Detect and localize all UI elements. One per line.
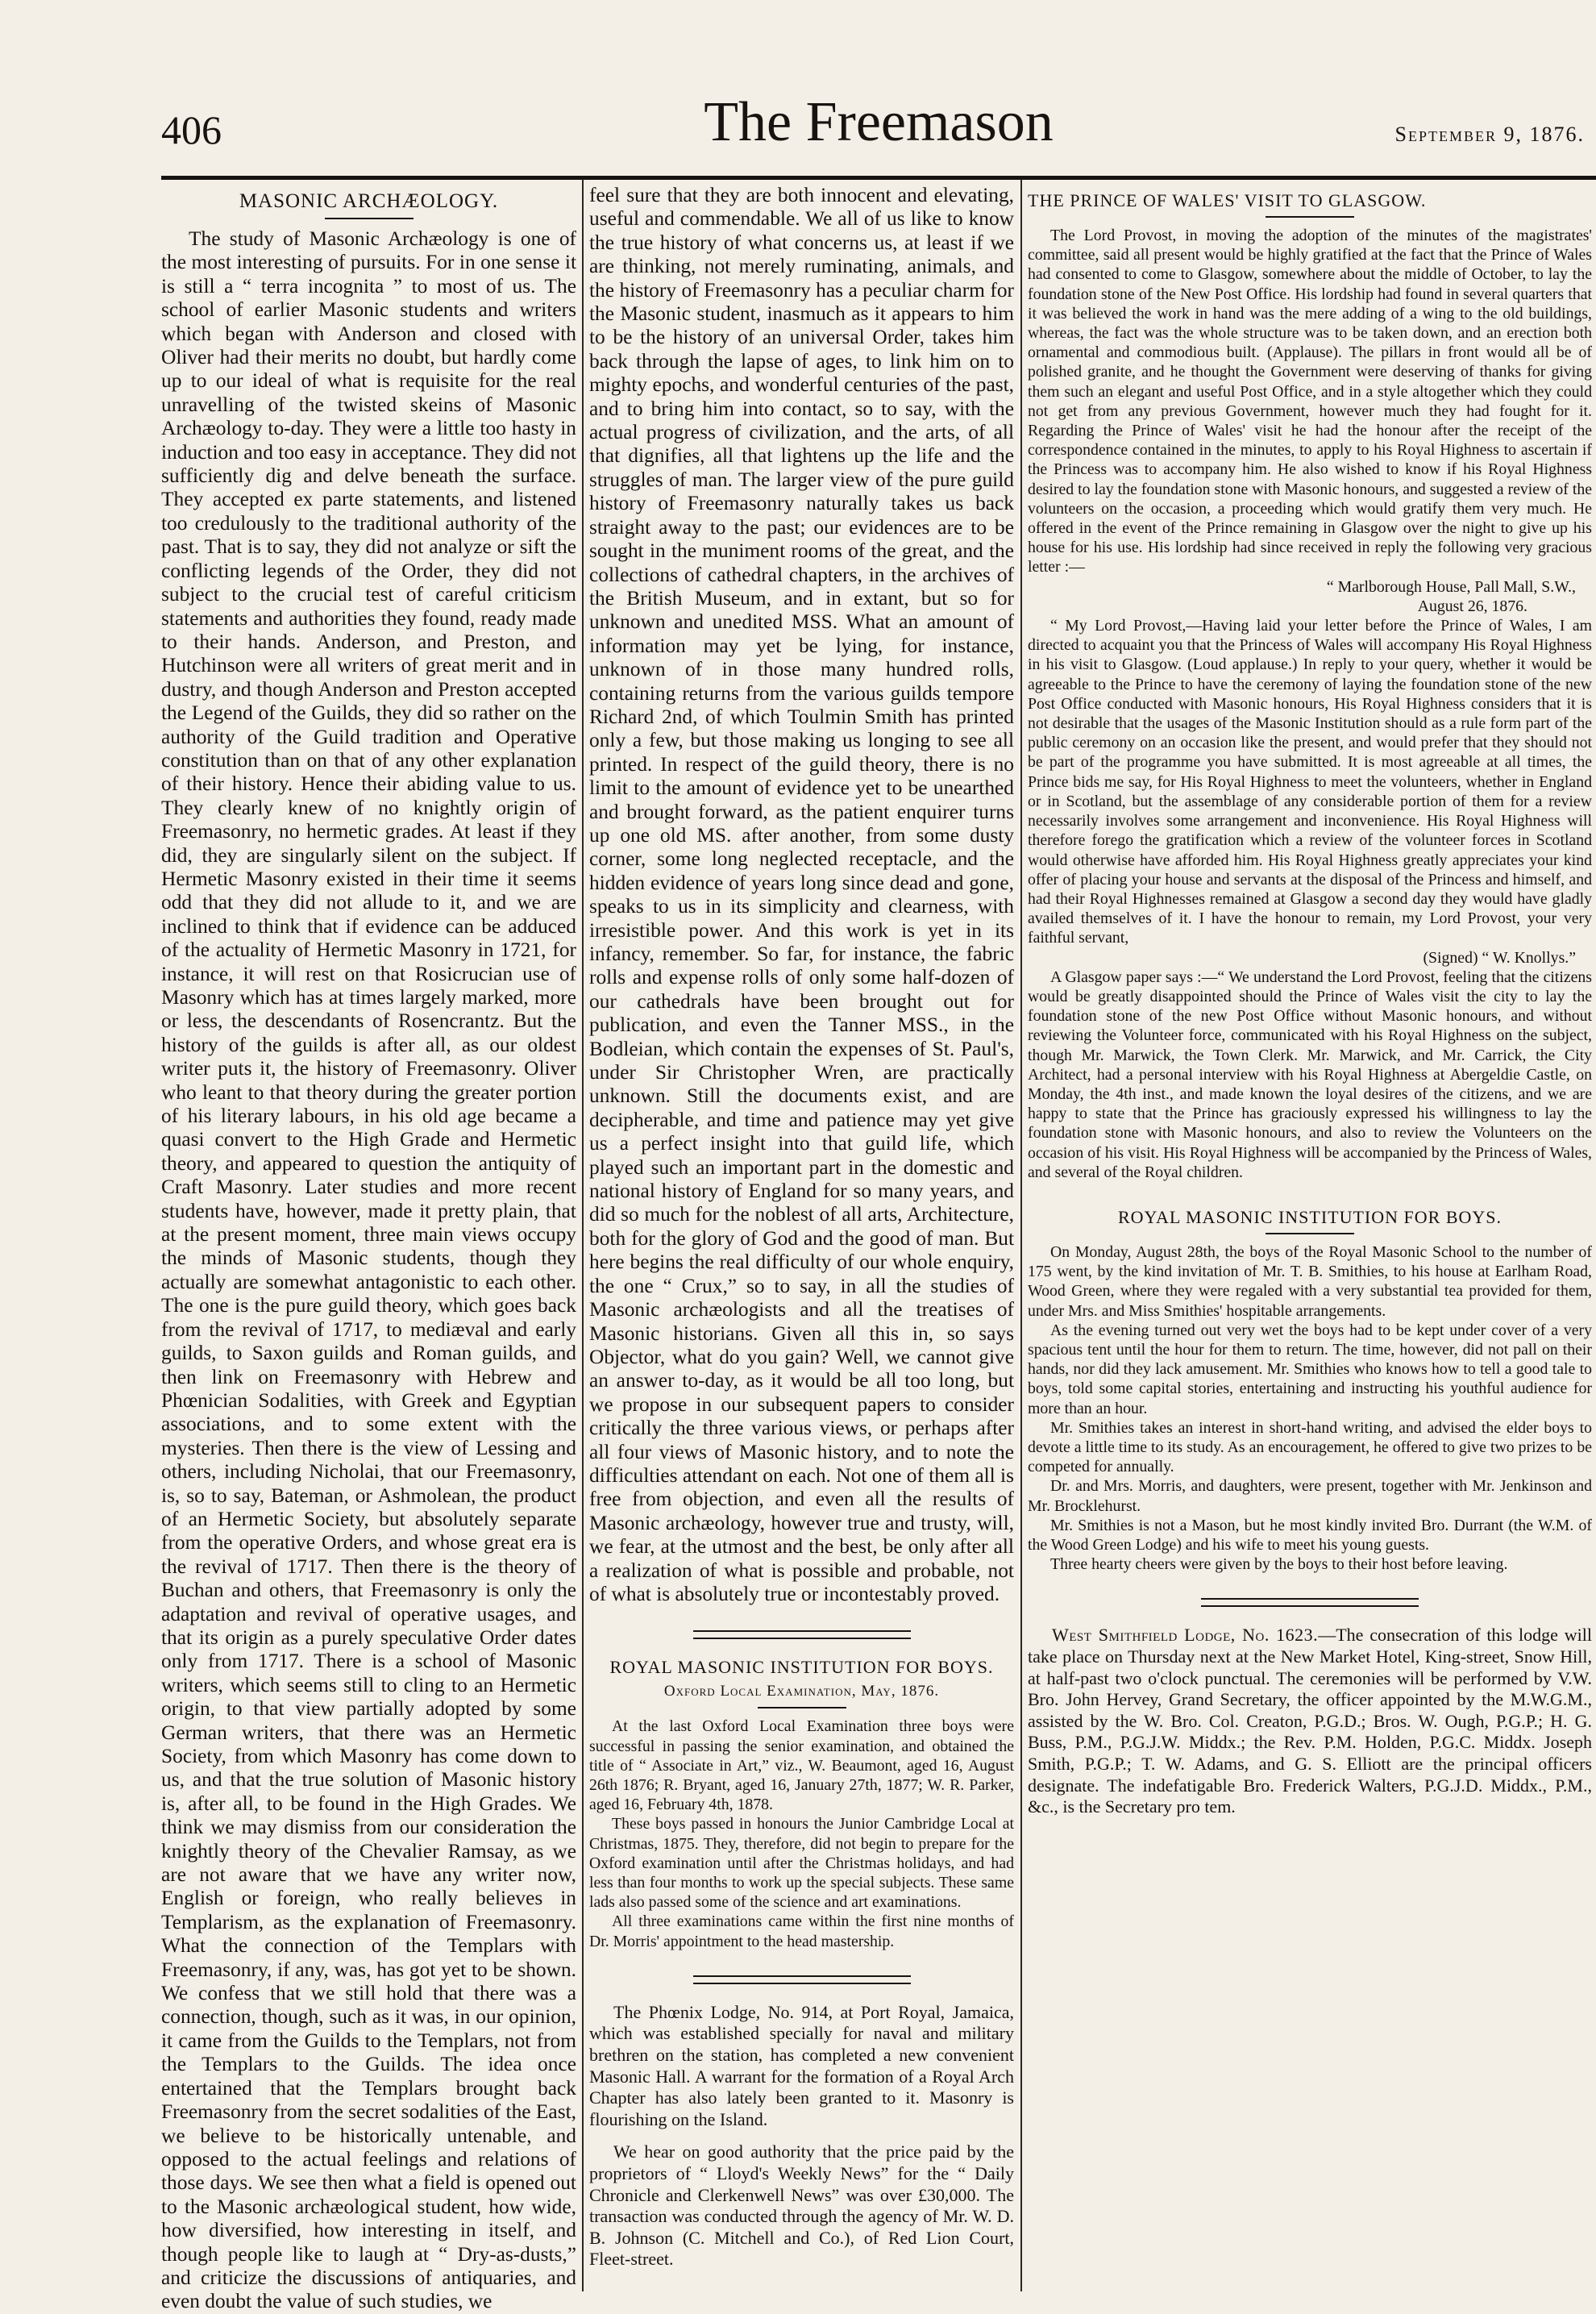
letter-signature: (Signed) “ W. Knollys.” [1423,948,1576,967]
article-paragraph: Mr. Smithies takes an interest in short-hand writing, and advised the elder boys to devote a little time to its study. As an encouragement, he offered to give two prizes to be competed for annually. [1028,1418,1592,1476]
article-subheading: Oxford Local Examination, May, 1876. [663,1683,940,1700]
article-separator [693,1975,911,1984]
article-heading-rmi-boys-oxford: ROYAL MASONIC INSTITUTION FOR BOYS. [609,1657,994,1678]
column-divider [582,179,584,2291]
article-paragraph: Three hearty cheers were given by the boys to their host before leaving. [1050,1555,1508,1574]
column-1 [161,184,576,2313]
heading-rule [325,218,414,219]
heading-rule [758,1707,846,1708]
article-heading-rmi-boys-visit: ROYAL MASONIC INSTITUTION FOR BOYS. [1117,1206,1502,1227]
article-paragraph: As the evening turned out very wet the boys had to be kept under cover of a very spacious tent until the hour for them to return. The time, however, did not pall on their hands, nor did they lack amusement. Mr. Smithies who knows how to tell a good tale to boys, told some capital stories, entertaining and instructing his youthful audience for more than an hour. [1028,1321,1592,1417]
article-paragraph: The study of Masonic Archæology is one of the most interesting of pursuits. For in one sense it is still a “ terra incognita ” to most of us. The school of earlier Masonic students and writers which began with Anderson and closed with Oliver had their merits no doubt, but hardly come up to our ideal of what is requisite for the real unravelling of the twisted skeins of Masonic Archæology to-day. They were a little too hasty in induction and too easy in acceptance. They did not sufficiently dig and delve beneath the surface. They accepted ex parte statements, and listened too credulously to the traditional authority of the past. That is to say, they did not analyze or sift the conflicting legends of the Order, they did not subject to the crucial test of careful criticism statements and authorities they found, ready made to their hands. Anderson, and Preston, and Hutchinson were all writers of great merit and in dustry, and though Anderson and Preston accepted the Legend of the Guilds, they did so rather on the authority of the Guild tradition and Operative constitution than on that of any other explanation of their history. Hence their abiding value to us. They clearly knew of no knightly origin of Freemasonry, no hermetic grades. At least if they did, they are singularly silent on the subject. If Hermetic Masonry existed in their time it seems odd that they did not allude to it, and we are inclined to think that if evidence can be adduced of the actuality of Hermetic Masonry in 1721, for instance, it will rest on that Rosicrucian use of Masonry which has at times largely marked, more or less, the descendants of Rosencrantz. But the history of the guilds is after all, as our oldest writer puts it, the history of Freemasonry. Oliver who leant to that theory during the greater portion of his literary labours, in his old age became a quasi convert to the High Grade and Hermetic theory, and appeared to question the antiquity of Craft Masonry. Later studies and more recent students have, however, made it pretty plain, that at the present moment, three main views occupy the minds of Masonic students, though they actually are somewhat antagonistic to each other. The one is the pure guild theory, which goes back from the revival of 1717, to mediæval and early guilds, to Saxon guilds and Roman guilds, and then link on Freemasonry with Hebrew and Phœnician Sodalities, with Greek and Egyptian associations, and to some extent with the mysteries. Then there is the view of Lessing and others, including Nicholai, that our Freemasonry, is, so to say, Bateman, or Ashmolean, the product of an Hermetic Society, but absolutely separate from the operative Orders, and whose great era is the revival of 1717. Then there is the theory of Buchan and others, that Freemasonry is only the adaptation and revival of operative usages, and that its origin as a purely speculative Order dates only from 1717. There is a school of Masonic writers, which seems still to cling to an Hermetic origin, to that view partially adopted by some German writers, that there was an Hermetic Society, from which Masonry has come down to us, and that the true solution of Masonic history is, after all, to be found in the High Grades. We think we may dismiss from our consideration the knightly theory of the Chevalier Ramsay, as we are not aware that we have any writer now, English or foreign, who really believes in Templarism, as the explanation of Freemasonry. What the connection of the Templars with Freemasonry, if any, was, has got yet to be shown. We confess that we still hold that there was a connection, though, such as it was, in our opinion, it came from the Guilds to the Templars, not from the Templars to the Guilds. The idea once entertained that the Templars brought back Freemasonry from the secret sodalities of the East, we believe to be historically untenable, and opposed to the actual feelings and relations of those days. We see then what a field is opened out to the Masonic archæological student, how wide, how diversified, how interesting in itself, and though people like to laugh at “ Dry-as-dusts,” and criticize the discussions of antiquaries, and even doubt the value of such studies, we [161,227,576,2313]
masthead [161,91,1596,169]
article-paragraph-west-smithfield-lodge [1028,1625,1592,1817]
article-paragraph: These boys passed in honours the Junior Cambridge Local at Christmas, 1875. They, therefore, did not begin to prepare for the Oxford examination until after the Christmas holidays, and had less than four months to work up the special subjects. These same lads also passed some of the science and art examinations. [589,1815,1014,1912]
heading-rule [1266,1233,1354,1234]
article-paragraph-phoenix-lodge: The Phœnix Lodge, No. 914, at Port Royal, Jamaica, which was established specially for naval and military brethren on the station, has completed a new convenient Masonic Hall. A warrant for the formation of a Royal Arch Chapter has also lately been granted to it. Masonry is flourishing on the Island. [589,2001,1014,2129]
article-paragraph-continued: feel sure that they are both innocent and elevating, useful and commendable. We all of us like to know the true history of what concerns us, at least if we are thinking, not merely ruminating, animals, and the history of Freemasonry has a peculiar charm for the Masonic student, inasmuch as it appears to him to be the history of an universal Order, takes him back through the lapse of ages, to link him on to mighty epochs, and wonderful centuries of the past, and to bring him into contact, so to say, with the actual progress of civilization, and the arts, of all that dignifies, all that lightens up the life and the struggles of man. The larger view of the pure guild history of Freemasonry naturally takes us back straight away to the past; our evidences are to be sought in the muniment rooms of the great, and the collections of cathedral chapters, in the archives of the British Museum, and in extant, but so for unknown and unedited MSS. What an amount of information may yet be lying, for instance, unknown of in those many hundred rolls, containing returns from the various guilds tempore Richard 2nd, of which Toulmin Smith has printed only a few, but those making us longing to see all printed. In respect of the guild theory, there is no limit to the amount of evidence yet to be unearthed and brought forward, as the patient enquirer turns up one old MS. after another, from some dusty corner, some long neglected receptacle, and the hidden evidence of years long since dead and gone, speaks to us in its simplicity and clearness, with irresistible power. And this work is yet in its infancy, remember. So far, for instance, the fabric rolls and expense rolls of only some half-dozen of our cathedrals have been brought out for publication, and even the Tanner MSS., in the Bodleian, which contain the expenses of St. Paul's, under Sir Christopher Wren, are practically unknown. Still the documents exist, and are decipherable, and time and patience may yet give us a perfect insight into that guild life, which played such an important part in the domestic and national history of England for so many years, and did so much for the noblest of all arts, Architecture, both for the glory of God and the good of man. But here begins the real difficulty of our whole enquiry, the one “ Crux,” so to say, in all the studies of Masonic archæologists and all the treatises of Masonic historians. Given all this in, so says Objector, what do you gain? Well, we cannot give an answer to-day, as it would be all too long, but we propose in our subsequent papers to consider critically the three various views, or perhaps after all four views of Masonic history, and to note the difficulties attendant on each. Not one of them all is free from objection, and even all the results of Masonic archæology, however true and trusty, will, we fear, at the utmost and the best, be only after all a realization of what is possible and probable, not of what is absolutely true or incontestably proved. [589,184,1014,1605]
article-paragraph: Mr. Smithies is not a Mason, but he most kindly invited Bro. Durrant (the W.M. of the Wood Green Lodge) and his wife to meet his young guests. [1028,1516,1592,1554]
letter-body: “ My Lord Provost,—Having laid your letter before the Prince of Wales, I am directed to acquaint you that the Princess of Wales will accompany His Royal Highness in his visit to Glasgow. (Loud applause.) In reply to your query, whether it would be agreeable to the Prince to have the ceremony of laying the foundation stone of the new Post Office conducted with Masonic honours, His Royal Highness considers that it is not desirable that the usages of the Masonic Institution should as a rule form part of the public ceremony on an occasion like the present, and would prefer that they should not be part of the programme you have submitted. It is most agreeable at all times, the Prince bids me say, for His Royal Highness to meet the volunteers, whether in England or in Scotland, but the assemblage of any considerable portion of them for a review necessarily involves some arrangement and inconvenience. His Royal Highness will therefore forego the gratification which a review of the volunteer forces in Scotland would otherwise have afforded him. His Royal Highness greatly appreciates your kind offer of placing your house and servants at the disposal of the Princess and himself, and had their Royal Highnesses remained at Glasgow a second day they would have gladly availed themselves of it. I have the honour to remain, my Lord Provost, your very faithful servant, [1028,617,1592,947]
masthead-rule [161,176,1596,180]
run-in-heading: West Smithfield Lodge, No. 1623. [1052,1625,1319,1646]
article-paragraph: At the last Oxford Local Examination three boys were successful in passing the senior examination, and obtained the title of “ Associate in Art,” viz., W. Beaumont, aged 16, August 26th 1876; R. Bryant, aged 16, January 27th, 1877; W. R. Parker, aged 16, February 4th, 1878. [589,1717,1014,1814]
article-paragraph-lloyds: We hear on good authority that the price paid by the proprietors of “ Lloyd's Weekly News” for the “ Daily Chronicle and Clerkenwell News” was over £30,000. The transaction was conducted through the agency of Mr. W. D. B. Johnson (C. Mitchell and Co.), of Red Lion Court, Fleet-street. [589,2141,1014,2270]
article-heading-masonic-archaeology: MASONIC ARCHÆOLOGY. [239,190,499,212]
letter-date: August 26, 1876. [1417,597,1527,615]
newspaper-title: The Freemason [704,91,1054,153]
article-paragraph: A Glasgow paper says :—“ We understand the Lord Provost, feeling that the citizens would be greatly disappointed should the Prince of Wales visit the city to lay the foundation stone of the new Post Office without Masonic honours, and without reviewing the Volunteer force, communicated with his Royal Highness on the subject, though Mr. Marwick, the Town Clerk. Mr. Marwick, and Mr. Carrick, the City Architect, had a personal interview with his Royal Highness at Abergeldie Castle, on Monday, the 4th inst., and made known the loyal desires of the citizens, and we are happy to state that the Prince has graciously expressed his willingness to lay the foundation stone with Masonic honours, and also to review the Volunteers on the occasion of his visit. His Royal Highness will be accompanied by the Princess of Wales, and several of the Royal children. [1028,968,1592,1181]
article-paragraph: The Lord Provost, in moving the adoption of the minutes of the magistrates' committee, said all present would be highly gratified at the fact that the Prince of Wales had consented to come to Glasgow, somewhere about the middle of October, to lay the foundation stone of the New Post Office. His lordship had found in several quarters that it was believed the work in hand was the mere adding of a wing to the old buildings, whereas, the fact was the whole structure was to be taken down, and an erection both ornamental and commodious built. (Applause). The pillars in front would all be of polished granite, and he thought the Government were deserving of thanks for giving them such an elegant and useful Post Office, and in a style altogether which they could not get from any previous Government, however much they had fought for it. Regarding the Prince of Wales' visit he had the honour after the receipt of the correspondence contained in the minutes, to apply to his Royal Highness to ascertain if the Princess was to accompany him. He also wished to know if his Royal Highness desired to lay the foundation stone with Masonic honours, and suggested a review of the volunteers on the occasion, a proceeding which would gratify them very much. He offered in the event of the Prince remaining in Glasgow over the night to give up his house for his use. His lordship had since received in reply the following very gracious letter :— [1028,227,1592,576]
issue-date: September 9, 1876. [1394,123,1585,146]
column-divider [1020,179,1022,2291]
page-number: 406 [161,107,222,152]
letter-address: “ Marlborough House, Pall Mall, S.W., [1326,577,1576,596]
heading-rule [1266,216,1354,218]
article-heading-prince-of-wales-glasgow: THE PRINCE OF WALES' VISIT TO GLASGOW. [1028,190,1427,210]
column-2 [589,184,1014,2300]
article-separator [1201,1598,1419,1607]
article-paragraph: On Monday, August 28th, the boys of the Royal Masonic School to the number of 175 went, by the kind invitation of Mr. T. B. Smithies, to his house at Earlham Road, Wood Green, where they were regaled with a very substantial tea provided for them, under Mrs. and Miss Smithies' hospitable arrangements. [1028,1242,1592,1320]
run-in-text: —The consecration of this lodge will take place on Thursday next at the New Market Hotel, King-street, Snow Hill, at half-past two o'clock punctual. The ceremonies will be performed by V.W. Bro. John Hervey, Grand Secretary, the officer appointed by the M.W.G.M., assisted by the W. Bro. Col. Creaton, P.G.D.; Bros. W. Ough, P.G.P.; H. G. Buss, P.M., P.G.J.W. Middx.; the Rev. P.M. Holden, P.G.C. Middx. Joseph Smith, P.G.P.; T. W. Adams, and G. S. Elliott are the principal officers designate. The indefatigable Bro. Frederick Walters, P.G.J.D. Middx., P.M., &c., is the Secretary pro tem. [1028,1625,1592,1817]
article-paragraph: Dr. and Mrs. Morris, and daughters, were present, together with Mr. Jenkinson and Mr. Brocklehurst. [1028,1477,1592,1515]
column-3 [1028,184,1592,2300]
article-separator [693,1630,911,1639]
article-paragraph: All three examinations came within the first nine months of Dr. Morris' appointment to the head mastership. [589,1912,1014,1950]
